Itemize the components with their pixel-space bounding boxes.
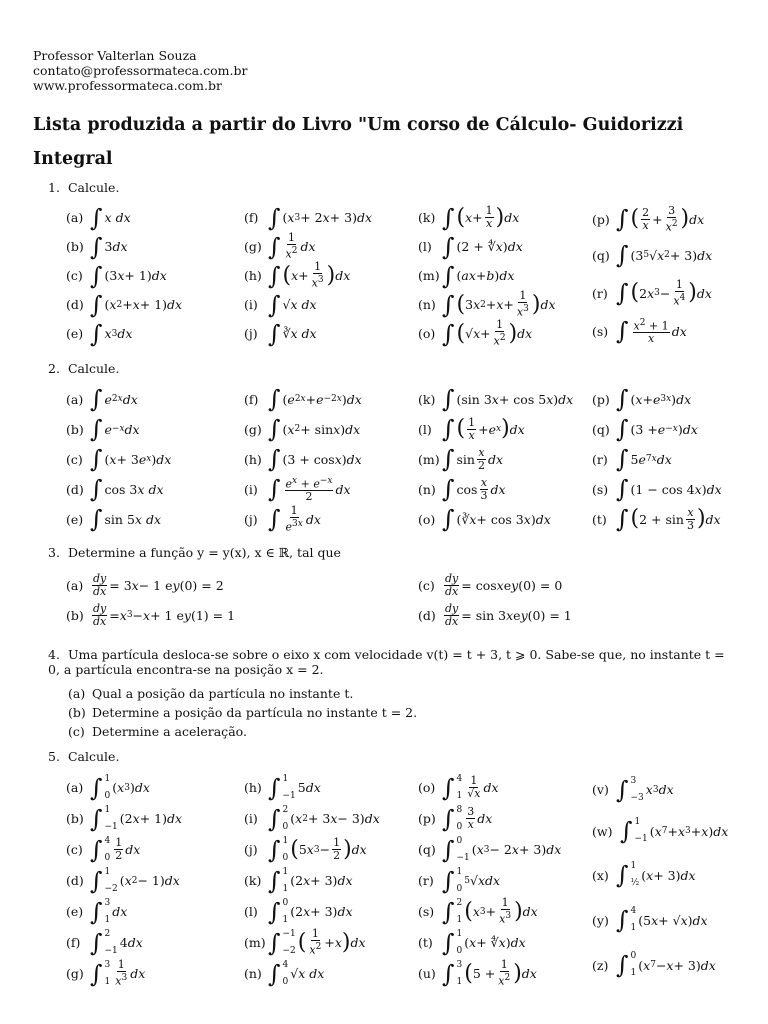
q5-col-1: (a) ∫ 1 0 ( x 3 ) dx (b) ∫ 1 −1 (2 x + 1) dx (c) ∫ 4 0 $\frac{1}{2}$ dx (d) ∫ 1 −2 ( x 2 − 1) dx (e) ∫ 3 1 dx (f) ∫ 2 −1 4 dx (g) ∫ 3 1 $\frac{1}{x^3}$ dx	[66, 773, 183, 988]
q2-col-2: (f) ∫ ( e 2x + e −2x ) dx (g) ∫ ( x 2 + sin x ) dx (h) ∫ (3 + cos x ) dx (i) ∫ $\frac{e^x + e^{-x}}{2}$ dx (j) ∫ $\frac{1}{e^{3x}}$ dx	[244, 385, 362, 534]
q1-col-3: (k) ∫ ( x + $\frac{1}{x}$ ) dx (l) ∫ (2 + ∜ x ) dx (m) ∫ ( ax + b ) dx (n) ∫ ( 3 x 2 + x + $\frac{1}{x^3}$ ) dx (o) ∫ ( √ x + $\frac{1}{x^2}$ ) dx	[418, 203, 556, 348]
q5-col-3: (o) ∫ 4 1 $\frac{1}{√x}$ dx (p) ∫ 8 0 $\frac{3}{x}$ dx (q) ∫ 0 −1 ( x 3 − 2 x + 3) dx (r) ∫ 1 0 5 √ x dx (s) ∫ 2 1 ( x 3 + $\frac{1}{x^3}$ ) dx (t) ∫ 1 0 ( x + ∜ x ) dx (u) ∫ 3 1 ( 5 + $\frac{1}{x^2}$ ) dx	[418, 773, 562, 988]
question-1: 1. Calcule.	[48, 180, 120, 195]
q1-col-1: (a) ∫ x dx (b) ∫ 3 dx (c) ∫ (3 x + 1) dx (d) ∫ ( x 2 + x + 1) dx (e) ∫ x 3 dx	[66, 203, 183, 348]
q2-col-1: (a) ∫ e 2x dx (b) ∫ e −x dx (c) ∫ ( x + 3 e x ) dx (d) ∫ cos 3 x dx (e) ∫ sin 5 x dx	[66, 385, 172, 533]
document-title: Lista produzida a partir do Livro "Um corso de Cálculo- Guidorizzi	[33, 115, 684, 135]
header	[33, 48, 247, 93]
q3-col-2: (c) $\frac{dy}{dx}$ = cos x e y (0) = 0 (d) $\frac{dy}{dx}$ = sin 3 x e y (0) = 1	[418, 571, 572, 628]
q4-item-c: (c) Determine a aceleração.	[68, 724, 247, 739]
q1-col-4: (p) ∫ ( $\frac{2}{x}$ + $\frac{3}{x^2}$ ) dx (q) ∫ (3 5 √ x 2 + 3) dx (r) ∫ ( 2 x 3 − $\frac{1}{x^4}$ ) dx (s) ∫ $\frac{x^2 + 1}{x}$ dx	[592, 203, 713, 346]
q4-item-b: (b) Determine a posição da partícula no instante t = 2.	[68, 705, 418, 720]
question-4: 4. Uma partícula desloca-se sobre o eixo x com velocidade v(t) = t + 3, t ⩾ 0. Sabe-se que, no instante t = 0, a partícula encontra-se na posição x = 2.	[48, 647, 725, 677]
q5-col-4: (v) ∫ 3 −3 x 3 dx (w) ∫ 1 −1 ( x 7 + x 3 + x ) dx (x) ∫ 1 ½ ( x + 3) dx (y) ∫ 4 1 (5 x + √ x ) dx (z) ∫ 0 1 ( x 7 − x + 3) dx	[592, 775, 729, 979]
question-3: 3. Determine a função y = y(x), x ∈ ℝ, tal que	[48, 545, 341, 560]
question-5: 5. Calcule.	[48, 749, 120, 764]
email: contato@professormateca.com.br	[33, 63, 248, 78]
question-2: 2. Calcule.	[48, 361, 120, 376]
q5-col-2: (h) ∫ 1 −1 5 dx (i) ∫ 2 0 ( x 2 + 3 x − 3) dx (j) ∫ 1 0 ( 5 x 3 − $\frac{1}{2}$ ) dx (k) ∫ 1 1 (2 x + 3) dx (l) ∫ 0 1 (2 x + 3) dx (m) ∫ −1 −2 ( $\frac{1}{x^2}$ + x ) dx (n) ∫ 4 0 √ x dx	[244, 773, 380, 988]
q3-col-1: (a) $\frac{dy}{dx}$ = 3 x − 1 e y (0) = 2 (b) $\frac{dy}{dx}$ = x 3 − x + 1 e y (1) = 1	[66, 571, 236, 628]
q2-col-3: (k) ∫ (sin 3 x + cos 5 x ) dx (l) ∫ ( $\frac{1}{x}$ + e x ) dx (m) ∫ sin $\frac{x}{2}$ dx (n) ∫ cos $\frac{x}{3}$ dx (o) ∫ (∛ x + cos 3 x ) dx	[418, 385, 574, 533]
q4-item-a: (a) Qual a posição da partícula no instante t.	[68, 686, 354, 701]
q1-col-2: (f) ∫ ( x 3 + 2 x + 3) dx (g) ∫ $\frac{1}{x^2}$ dx (h) ∫ ( x + $\frac{1}{x^3}$ ) dx (i) ∫ √ x dx (j) ∫ ∛ x dx	[244, 203, 373, 348]
section-heading: Integral	[33, 149, 113, 169]
author: Professor Valterlan Souza	[33, 48, 197, 63]
website: www.professormateca.com.br	[33, 78, 222, 93]
q2-col-4: (p) ∫ ( x + e 3x ) dx (q) ∫ (3 + e −x ) dx (r) ∫ 5 e 7x dx (s) ∫ (1 − cos 4 x ) dx (t) ∫ ( 2 + sin $\frac{x}{3}$ ) dx	[592, 385, 722, 533]
